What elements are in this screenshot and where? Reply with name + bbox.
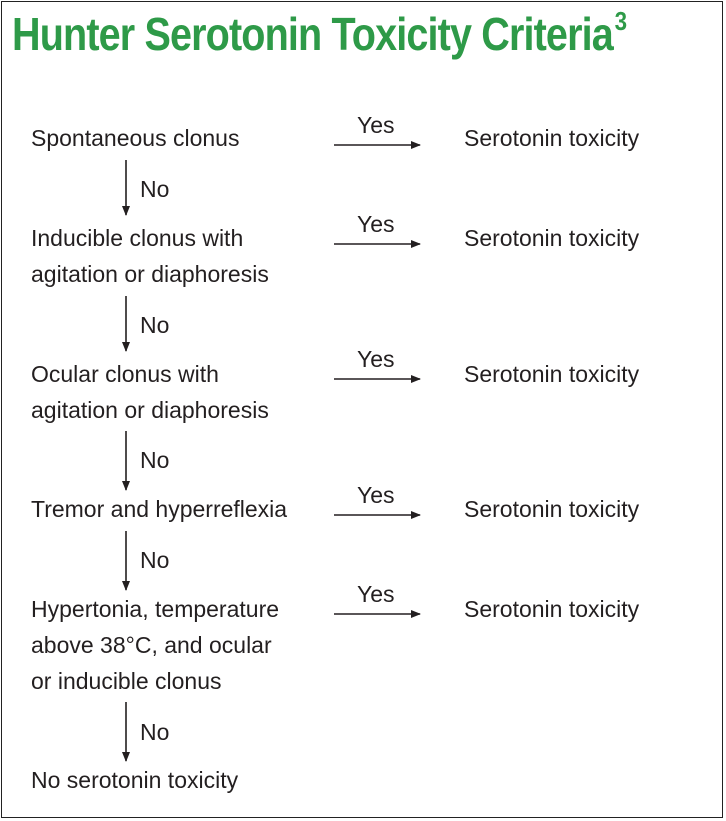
no-label-5: No xyxy=(140,719,170,745)
outcome-serotonin-toxicity-4: Serotonin toxicity xyxy=(464,496,640,522)
reference-superscript: 3 xyxy=(614,6,627,36)
criterion-hypertonia: Hypertonia, temperature above 38°C, and ocular or inducible clonus xyxy=(31,596,280,694)
no-label-3: No xyxy=(140,447,170,473)
criterion-tremor-hyperreflexia: Tremor and hyperreflexia xyxy=(31,496,288,522)
no-label-1: No xyxy=(140,176,170,202)
outcome-serotonin-toxicity-5: Serotonin toxicity xyxy=(464,596,640,622)
yes-label-2: Yes xyxy=(357,211,395,237)
criterion-ocular-clonus: Ocular clonus with agitation or diaphoresis xyxy=(31,361,269,423)
yes-label-1: Yes xyxy=(357,112,395,138)
outcome-no-serotonin-toxicity: No serotonin toxicity xyxy=(31,767,239,793)
outcome-serotonin-toxicity-1: Serotonin toxicity xyxy=(464,125,640,151)
diagram-title: Hunter Serotonin Toxicity Criteria$^3$ xyxy=(12,6,627,60)
yes-label-5: Yes xyxy=(357,581,395,607)
no-label-4: No xyxy=(140,547,170,573)
outcome-serotonin-toxicity-3: Serotonin toxicity xyxy=(464,361,640,387)
no-label-2: No xyxy=(140,312,170,338)
yes-label-4: Yes xyxy=(357,482,395,508)
outcome-serotonin-toxicity-2: Serotonin toxicity xyxy=(464,225,640,251)
yes-label-3: Yes xyxy=(357,346,395,372)
criterion-inducible-clonus: Inducible clonus with agitation or diaphoresis xyxy=(31,225,269,287)
criterion-spontaneous-clonus: Spontaneous clonus xyxy=(31,125,240,151)
